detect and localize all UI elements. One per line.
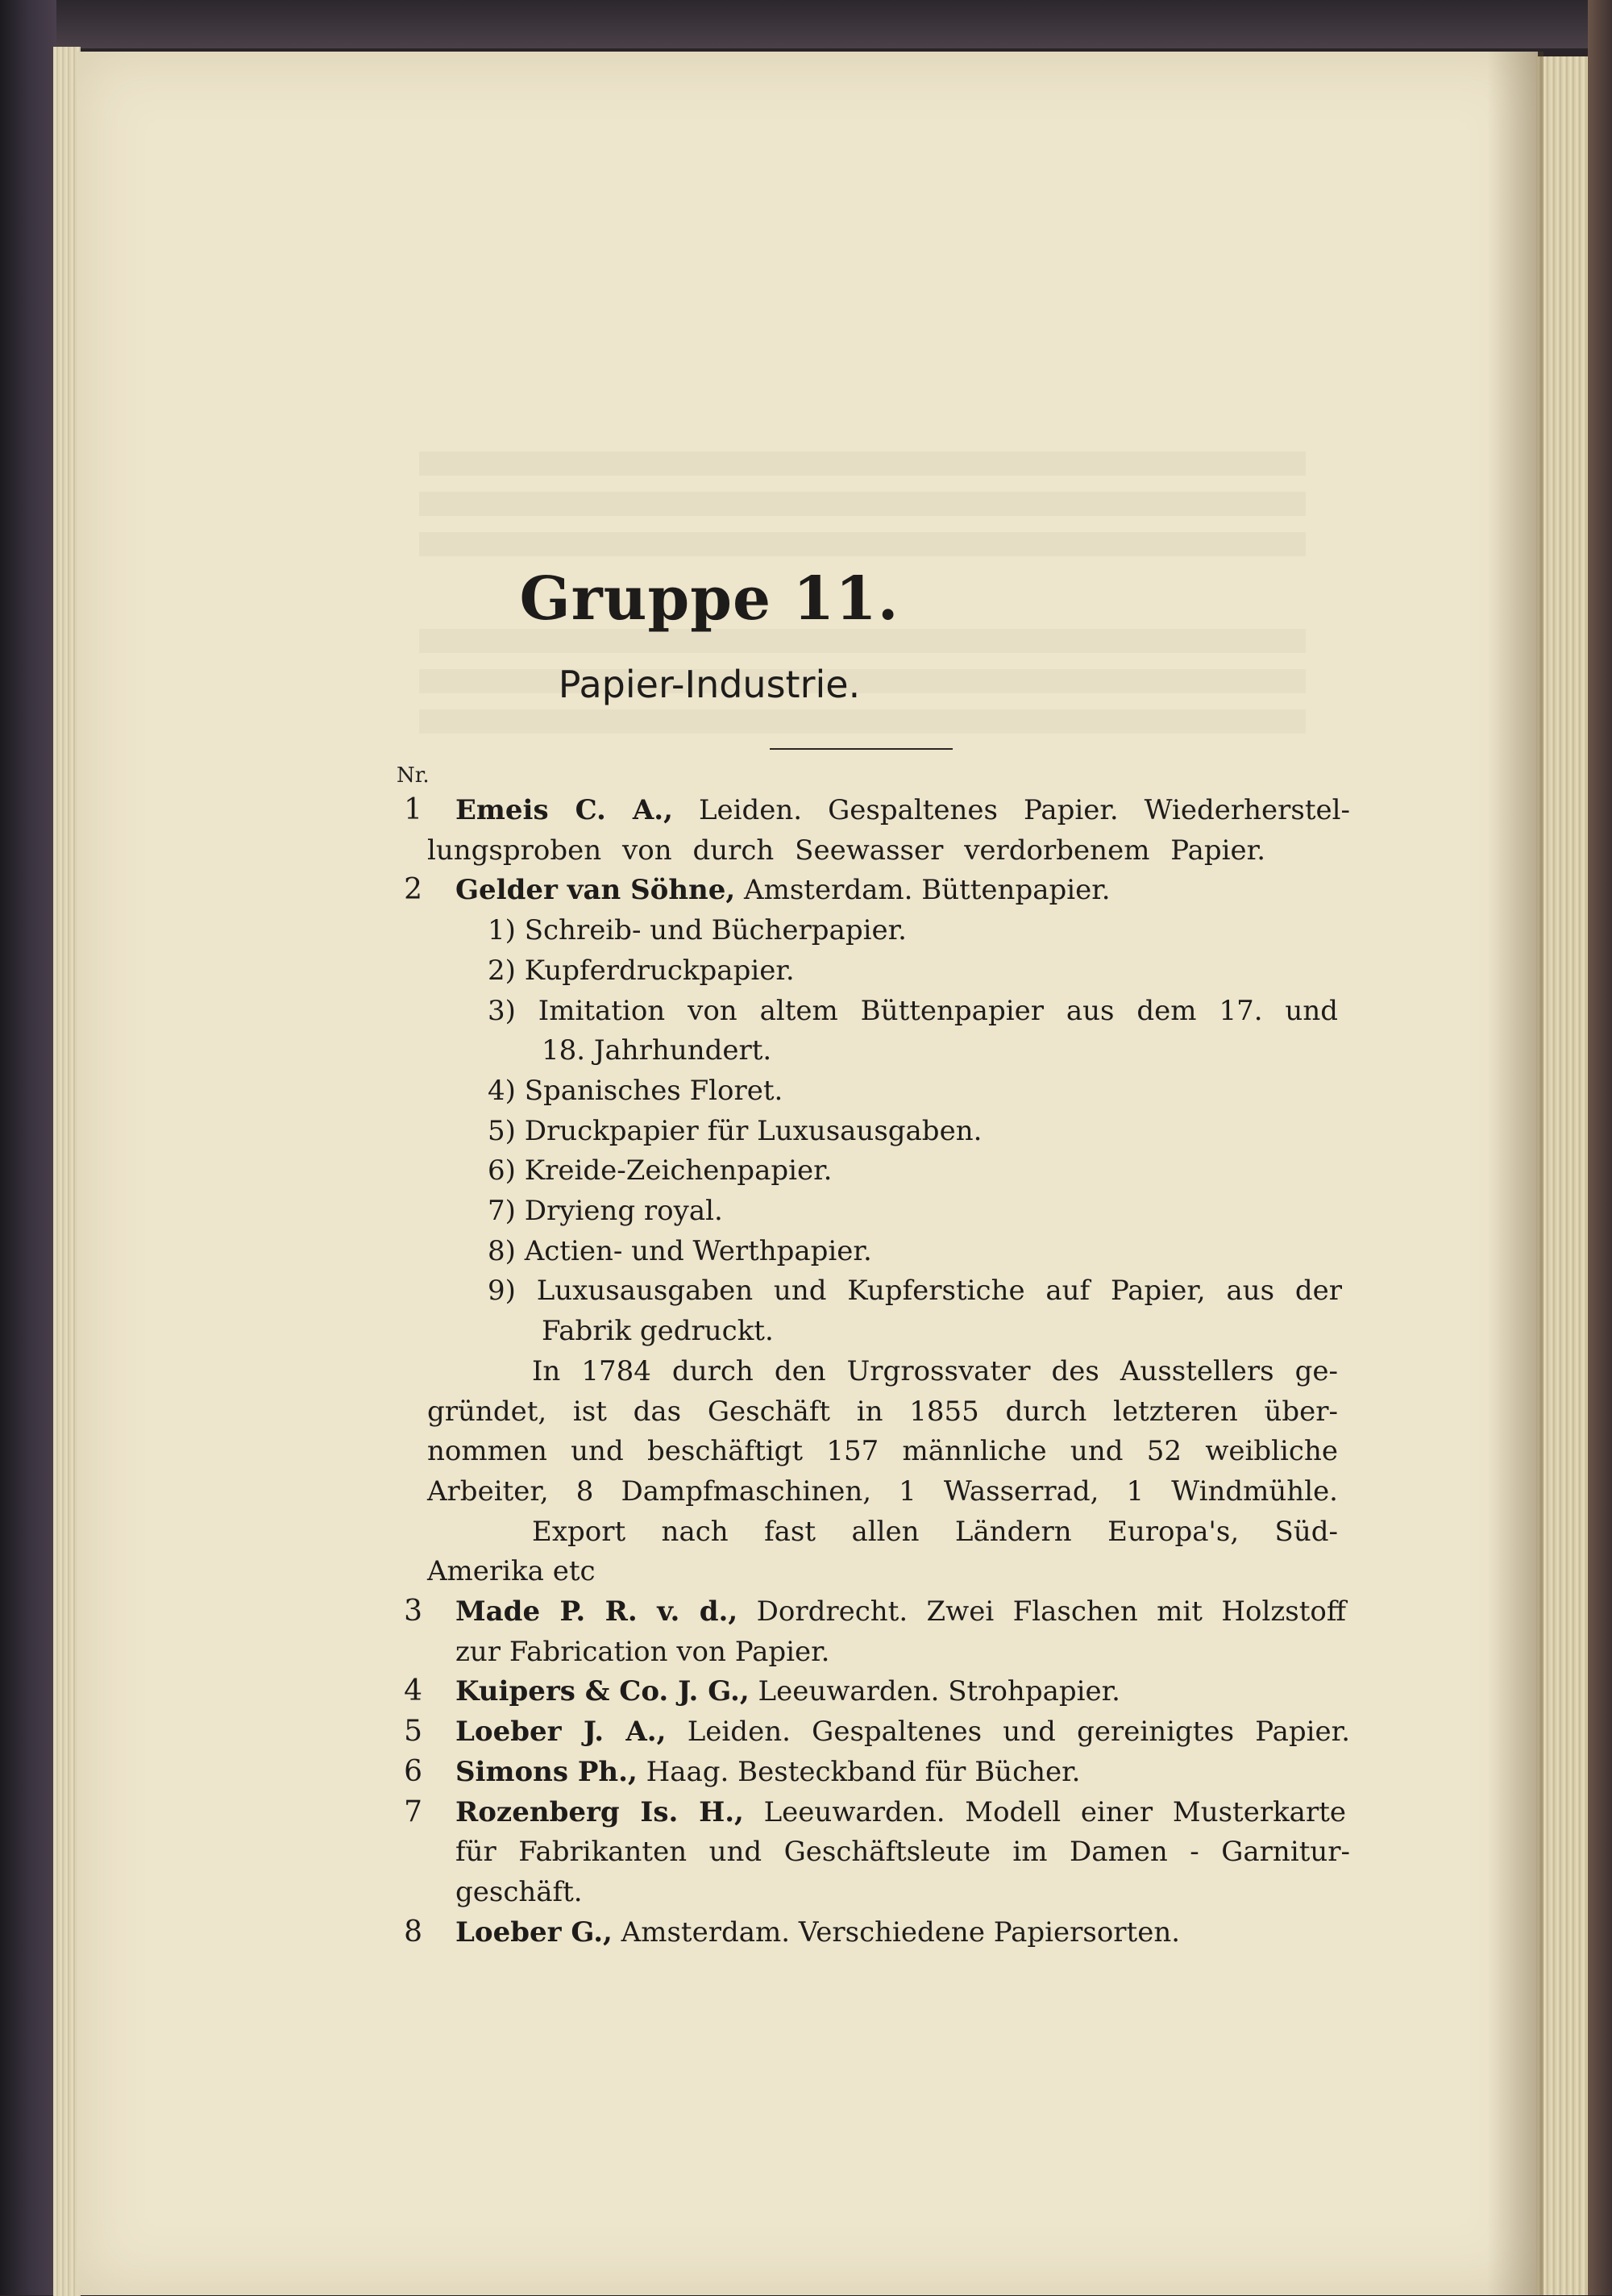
entry-continuation-line: [488, 1235, 872, 1267]
entry-continuation-line: [488, 1115, 982, 1147]
entry-continuation-line: [427, 1435, 1338, 1467]
entry-continuation-line: [427, 1395, 1338, 1428]
exhibitor-name: Kuipers & Co. J. G.,: [455, 1675, 750, 1708]
entry-text: zur Fabrication von Papier.: [455, 1635, 830, 1668]
entry-text: 8) Actien- und Werthpapier.: [488, 1234, 872, 1267]
entry-continuation-line: [455, 1876, 583, 1908]
entry-continuation-line: [488, 1154, 832, 1187]
entry-text: 7) Dryieng royal.: [488, 1195, 723, 1227]
page-title-text: Gruppe 11.: [519, 564, 899, 634]
exhibitor-name: Loeber G.,: [455, 1915, 613, 1949]
entry-text: 2) Kupferdruckpapier.: [488, 954, 795, 987]
entry-text: Leiden. Gespaltenes Papier. Wiederherstel-: [672, 794, 1351, 826]
entry-text: 5) Druckpapier für Luxusausgaben.: [488, 1114, 983, 1147]
entry-text: Dordrecht. Zwei Flaschen mit Holzstoff: [737, 1595, 1346, 1628]
entry-line: [455, 1595, 1346, 1628]
exhibitor-name: Gelder van Söhne,: [455, 874, 736, 907]
exhibitor-name: Simons Ph.,: [455, 1755, 638, 1788]
entry-continuation-line: [427, 1475, 1338, 1508]
entry-text: lungsproben von durch Seewasser verdorbenem Papier.: [427, 834, 1265, 867]
entry-number: 4: [404, 1674, 422, 1708]
entry-line: [455, 1756, 1080, 1788]
entry-text: Haag. Besteckband für Bücher.: [637, 1755, 1081, 1788]
entry-text: Leiden. Gespaltenes und gereinigtes Papier.: [666, 1716, 1351, 1749]
entry-text: Fabrik gedruckt.: [542, 1315, 774, 1348]
entry-text: 6) Kreide-Zeichenpapier.: [488, 1154, 833, 1188]
entry-continuation-line: [488, 914, 907, 946]
entry-text: nommen und beschäftigt 157 männliche und 52 weibliche: [427, 1435, 1338, 1468]
entry-number: 1: [404, 793, 422, 826]
entry-continuation-line: [542, 1034, 771, 1067]
title-rule: [770, 748, 953, 750]
entry-continuation-line: [542, 1315, 774, 1347]
entry-continuation-line: [532, 1516, 1338, 1548]
entry-number: 8: [404, 1915, 422, 1949]
entry-text: gründet, ist das Geschäft in 1855 durch letzteren über-: [427, 1395, 1338, 1428]
entry-line: [455, 1796, 1346, 1828]
entry-line: [455, 1675, 1120, 1707]
entry-text: Leeuwarden. Modell einer Musterkarte: [743, 1795, 1346, 1828]
entry-text: Leeuwarden. Strohpapier.: [749, 1675, 1120, 1708]
entry-number: 5: [404, 1715, 422, 1749]
entry-text: Amsterdam. Büttenpapier.: [735, 874, 1111, 907]
entry-text: 18. Jahrhundert.: [542, 1034, 772, 1067]
nr-label: Nr.: [397, 763, 430, 788]
exhibitor-name: Emeis C. A.,: [455, 794, 673, 826]
entry-text: Export nach fast allen Ländern Europa's, Süd-: [532, 1515, 1338, 1548]
exhibitor-name: Rozenberg Is. H.,: [455, 1795, 744, 1828]
entry-line: [455, 874, 1111, 906]
entry-text: geschäft.: [455, 1875, 583, 1908]
entry-number: 3: [404, 1595, 422, 1628]
entry-continuation-line: [455, 1836, 1350, 1868]
entry-continuation-line: [488, 1075, 783, 1107]
entry-text: 9) Luxusausgaben und Kupferstiche auf Papier, aus der: [488, 1275, 1342, 1308]
entry-number: 7: [404, 1795, 422, 1828]
entry-text: Amerika etc: [427, 1555, 596, 1588]
exhibitor-name: Made P. R. v. d.,: [455, 1595, 738, 1628]
entry-text: Arbeiter, 8 Dampfmaschinen, 1 Wasserrad, 1 Windmühle.: [427, 1475, 1338, 1508]
entry-number: 2: [404, 873, 422, 907]
entry-line: [455, 1916, 1180, 1949]
entry-text: 4) Spanisches Floret.: [488, 1074, 783, 1107]
entry-continuation-line: [488, 1195, 723, 1227]
page-subtitle: [0, 663, 1612, 706]
page-title: [0, 564, 1612, 634]
page-subtitle-text: Papier-Industrie.: [558, 663, 861, 706]
entry-continuation-line: [532, 1355, 1338, 1387]
entry-text: für Fabrikanten und Geschäftsleute im Damen - Garnitur-: [455, 1836, 1350, 1869]
entry-text: 3) Imitation von altem Büttenpapier aus dem 17. und: [488, 994, 1338, 1027]
entry-continuation-line: [455, 1636, 829, 1668]
entry-text: 1) Schreib- und Bücherpapier.: [488, 914, 907, 947]
entry-continuation-line: [488, 1275, 1342, 1307]
entry-line: [455, 794, 1350, 826]
entry-continuation-line: [488, 955, 795, 987]
entry-continuation-line: [488, 995, 1338, 1027]
entry-line: [455, 1716, 1350, 1748]
entry-continuation-line: [427, 834, 1265, 867]
entry-text: In 1784 durch den Urgrossvater des Ausstellers ge-: [532, 1354, 1338, 1387]
exhibitor-name: Loeber J. A.,: [455, 1716, 667, 1749]
entry-text: Amsterdam. Verschiedene Papiersorten.: [612, 1915, 1181, 1949]
entry-number: 6: [404, 1754, 422, 1788]
entry-continuation-line: [427, 1555, 596, 1587]
